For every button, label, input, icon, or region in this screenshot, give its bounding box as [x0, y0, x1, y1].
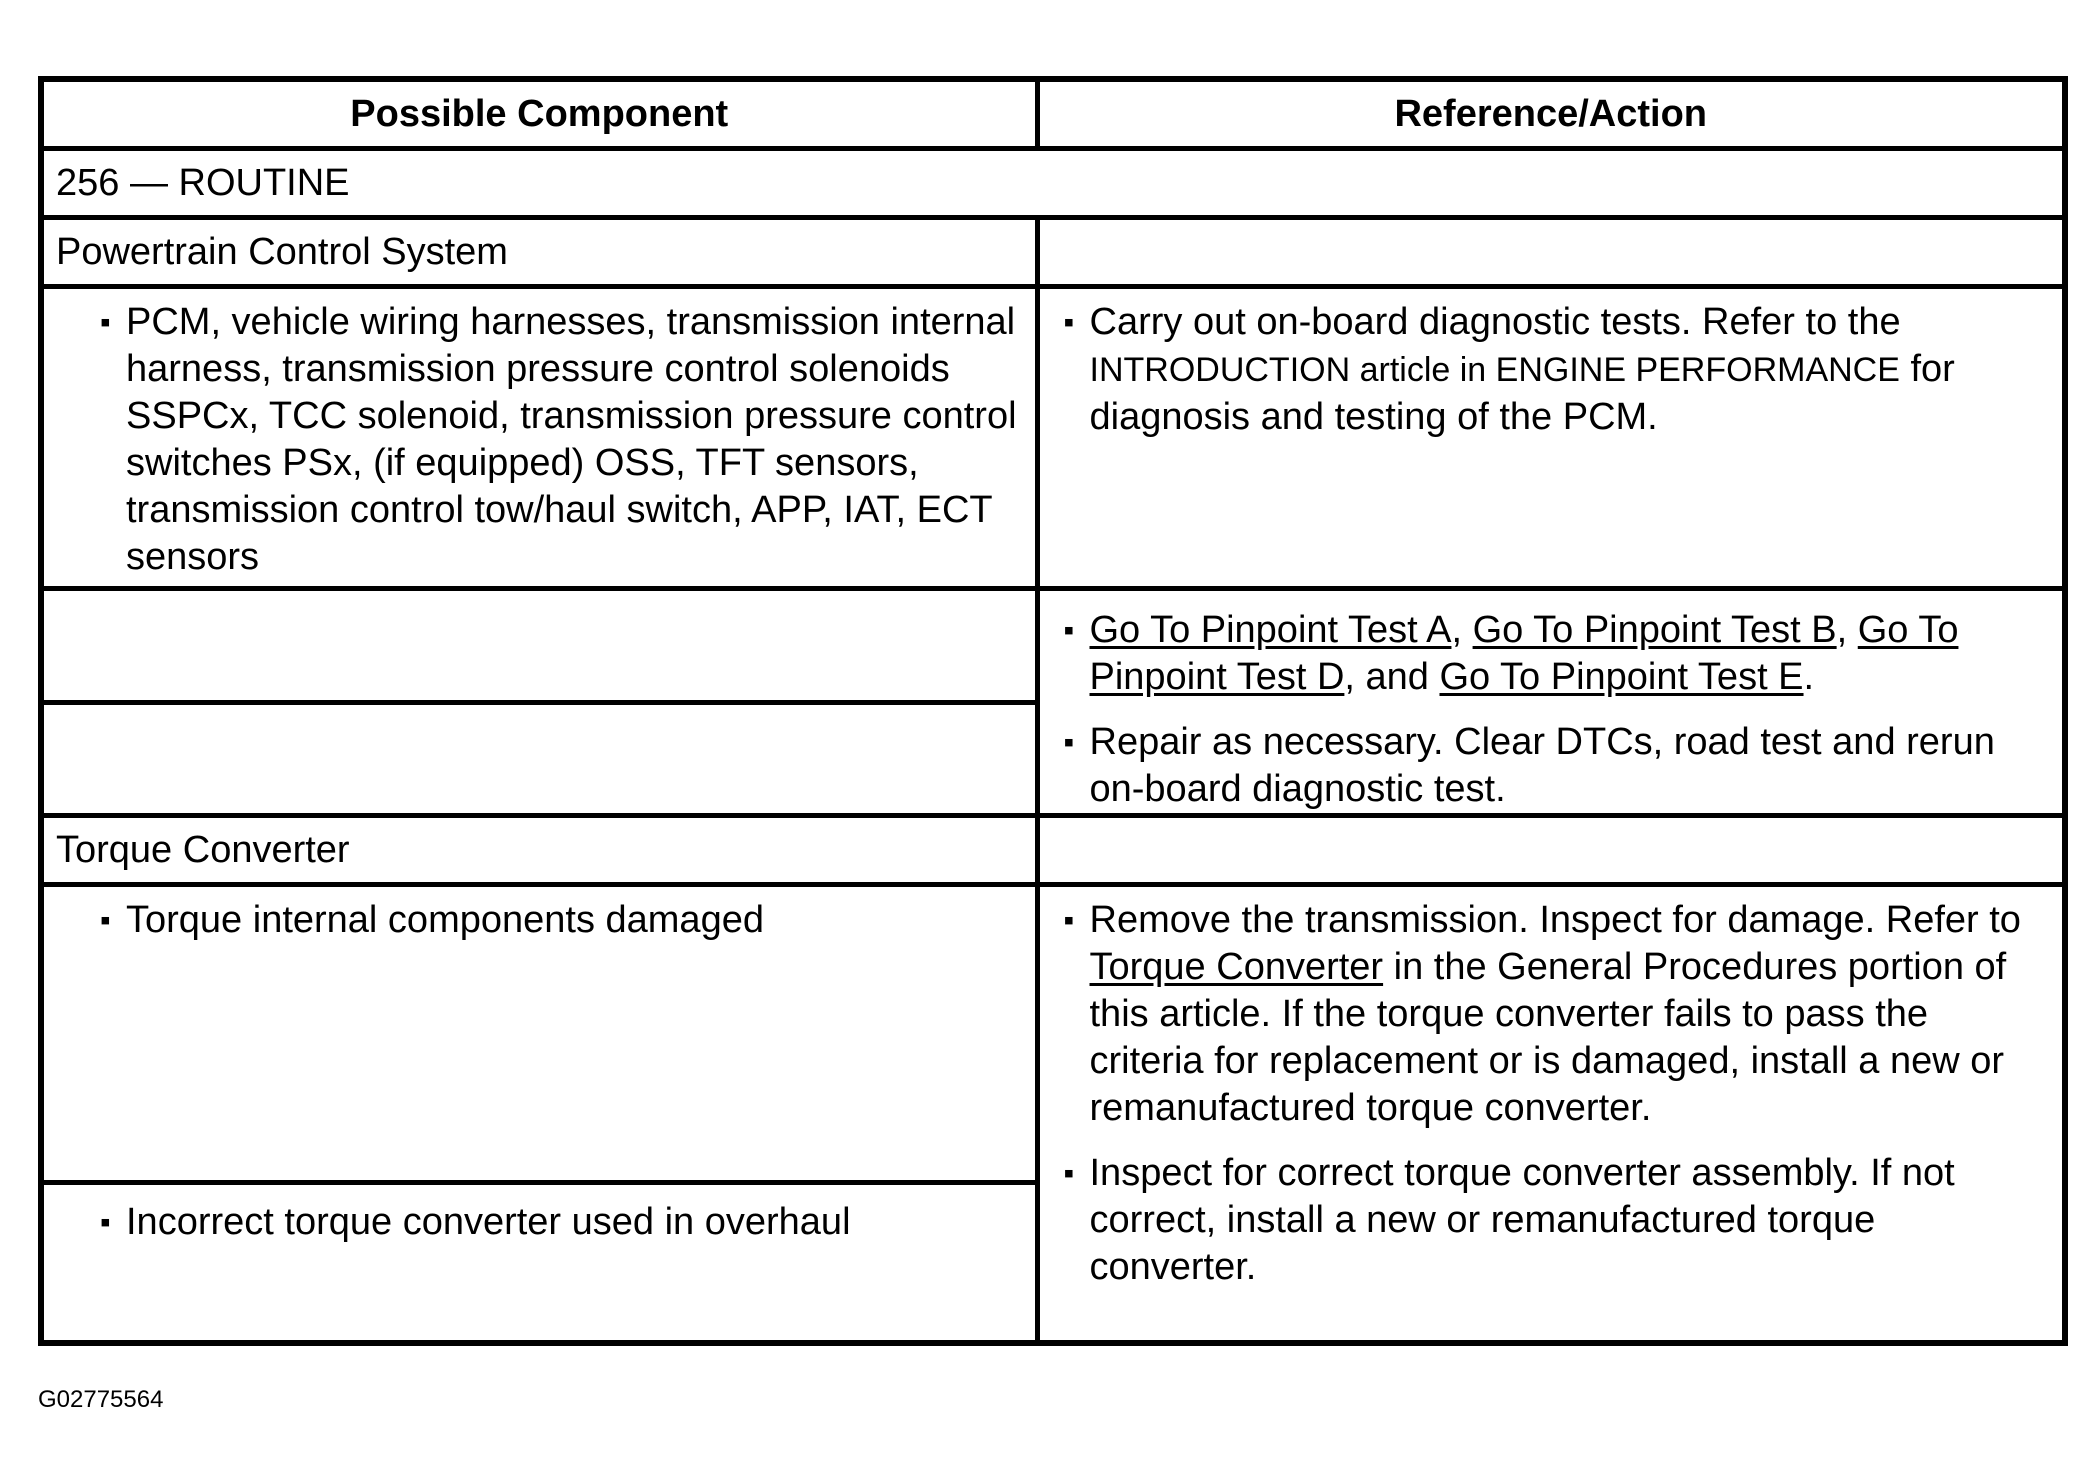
component-cell [41, 1183, 1037, 1343]
reference-text: INTRODUCTION article in ENGINE PERFORMANCE [1089, 351, 1900, 389]
routine-title: 256 — ROUTINE [41, 149, 2065, 218]
action-cell [1037, 885, 2065, 1343]
bullet-icon: ▪ [1063, 904, 1075, 937]
table-row [41, 287, 2065, 589]
bullet-icon: ▪ [1063, 1157, 1075, 1190]
section-title-torque-converter: Torque Converter [41, 816, 1037, 885]
action-cell [1037, 287, 2065, 589]
action-text: Inspect for correct torque converter assembly. If not correct, install a new or remanufactured torque converter. [1089, 1152, 1955, 1288]
action-text: Repair as necessary. Clear DTCs, road test and rerun on-board diagnostic test. [1089, 721, 1995, 810]
diagnostic-page [38, 76, 2062, 1346]
separator: , [1836, 609, 1848, 651]
bullet-icon: ▪ [100, 1206, 111, 1239]
table-row [41, 885, 2065, 1183]
diagnostic-table [38, 76, 2068, 1346]
component-cell [41, 287, 1037, 589]
bullet-icon: ▪ [1063, 614, 1075, 647]
section-row-torque-converter [41, 816, 2065, 885]
figure-id: G02775564 [38, 1386, 164, 1413]
component-cell-empty [41, 589, 1037, 703]
header-reference-action: Reference/Action [1037, 79, 2065, 149]
action-text: Remove the transmission. Inspect for damage. Refer to [1089, 899, 2021, 941]
table-row [41, 589, 2065, 703]
pinpoint-test-e-link[interactable]: Go To Pinpoint Test E [1439, 656, 1804, 698]
bullet-icon: ▪ [1063, 306, 1075, 339]
pinpoint-test-a-link[interactable]: Go To Pinpoint Test A [1089, 609, 1452, 651]
component-text: Torque internal components damaged [126, 899, 764, 941]
action-text-suffix: in the General Procedures portion of this article. If the torque converter fails to pass the criteria for replacement or is damaged, install a new or remanufactured torque converter. [1089, 946, 2007, 1129]
header-row [41, 79, 2065, 149]
section-empty-cell [1037, 218, 2065, 287]
separator: , and [1344, 656, 1429, 698]
separator: , [1451, 609, 1463, 651]
bullet-icon: ▪ [100, 306, 111, 339]
torque-converter-link[interactable]: Torque Converter [1089, 946, 1384, 988]
component-text: PCM, vehicle wiring harnesses, transmission internal harness, transmission pressure control solenoids SSPCx, TCC solenoid, transmission pressure control switches PSx, (if equipped) OSS, TFT sensors, transmission control tow/haul switch, APP, IAT, ECT sensors [126, 301, 1017, 578]
section-empty-cell [1037, 816, 2065, 885]
pinpoint-test-b-link[interactable]: Go To Pinpoint Test B [1472, 609, 1837, 651]
routine-row [41, 149, 2065, 218]
section-row-powertrain [41, 218, 2065, 287]
bullet-icon: ▪ [100, 904, 111, 937]
separator: . [1803, 656, 1815, 698]
header-possible-component: Possible Component [41, 79, 1037, 149]
section-title-powertrain: Powertrain Control System [41, 218, 1037, 287]
action-text-suffix: for diagnosis and testing of the PCM. [1089, 348, 1955, 438]
action-cell [1037, 589, 2065, 816]
action-text: Carry out on-board diagnostic tests. Refer to the [1089, 301, 1901, 343]
bullet-icon: ▪ [1063, 726, 1075, 759]
pinpoint-test-d-link[interactable]: Go To Pinpoint Test D [1089, 609, 1959, 698]
component-cell-empty [41, 702, 1037, 816]
component-cell [41, 885, 1037, 1183]
component-text: Incorrect torque converter used in overhaul [126, 1201, 851, 1243]
